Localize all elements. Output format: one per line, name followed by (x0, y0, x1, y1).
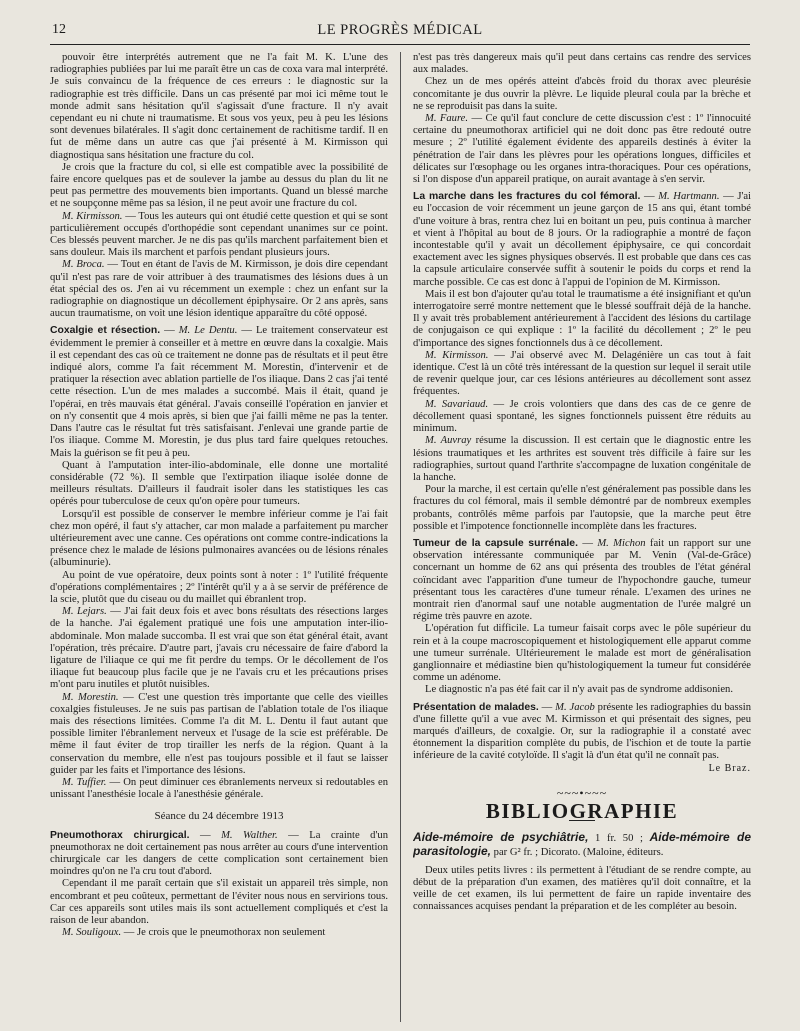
paragraph-text: — On peut diminuer ces ébranlements nerveux si redoutables en unissant l'anesthésie locale à l'anesthésie générale. (50, 776, 388, 801)
page-header (50, 22, 750, 40)
paragraph-text: présente les radiographies du bassin d'une fillette qu'il a vue avec M. Kirmisson et qui présentait des signes, peu marqués d'ailleurs, de coxalgie. Or, sur la radiographie il a constaté avec étonnement la disparition complète du pubis, de l'ischion et de toute la partie inférieure de la cavité cotyloïde. Il s'agit là d'un état qu'il ne connaît pas. (413, 701, 751, 762)
session-heading: Séance du 24 décembre 1913 (154, 810, 284, 823)
paragraph-text: — La crainte d'un pneumothorax ne doit certainement pas nous arrêter au cours d'une intervention chirurgicale car les dangers de cette complication sont certainement bien moindres qu'on ne l'a cru tout d'abord. (50, 829, 388, 878)
speaker-name: M. Auvray (425, 435, 472, 447)
paragraph-text: Lorsqu'il est possible de conserver le membre inférieur comme je l'ai fait chez mon opéré, il faut s'y attacher, car mon malade a parfaitement pu marcher ultérieurement avec une canne. Ces opérations ont comme contre-indications la présence chez le malade de lésions pulmonaires avancées ou de lésions rénales (albuminurie). (50, 508, 388, 569)
paragraph-text: — J'ai eu l'occasion de voir récemment un jeune garçon de 15 ans qui, étant tombé d'une voiture à bras, rentra chez lui en boitant un peu, puis continua à marcher et vient à l'hôpital au bout de 8 jours. Or la radiographie a montré de façon incontestable qu'il y avait un décollement épiphysaire, ce qui concordait exactement avec les signes physiques observés. Il est probable que dans ces cas la capsule articulaire conservée suffit à soutenir le poids du corps et rend la marche possible. Ce cas est donc à l'appui de l'opinion de M. Kirmisson. (413, 191, 751, 288)
paragraph (413, 350, 751, 399)
speaker-name: M. Faure. (425, 113, 469, 125)
journal-title: LE PROGRÈS MÉDICAL (317, 22, 483, 38)
speaker-name: M. Morestin. (62, 691, 119, 703)
speaker-name: M. Walther. (221, 829, 278, 841)
paragraph-text: — Je crois volontiers que dans des cas de ce genre de décollement quasi spontané, les signes fonctionnels puissent être réduits au minimum. (413, 398, 751, 435)
paragraph-text: fait un rapport sur une observation intéressante communiquée par M. Venin (Val-de-Grâce) concernant un homme de 62 ans qui présenta des troubles de l'état général coïncidant avec l'apparition d'une tumeur de l'hypochondre gauche, tumeur présentant tous les caractères d'une tumeur rénale. L'examen des urines ne montrait rien d'anormal sauf une notable augmentation de l'urée malgré un régime très pauvre en azote. (413, 537, 751, 623)
paragraph (50, 606, 388, 691)
paragraph-text: Mais il est bon d'ajouter qu'au total le traumatisme a été insignifiant et qu'un interrogatoire serré montre nettement que le blessé souffrait déjà de la hanche. Il y avait très probablement antérieurement à l'accident des lésions du cartilage de conjugaison ce qui explique : 1º la facilité du décollement ; 2º le peu d'importance des signes fonctionnels dus à ce décollement. (413, 288, 751, 349)
author-signature: Le Braz. (708, 762, 751, 774)
section-title: Coxalgie et résection. (50, 325, 161, 337)
speaker-name: M. Michon (597, 537, 646, 549)
paragraph-text: L'opération fut difficile. La tumeur faisait corps avec le pôle supérieur du rein et à la coupe macroscopiquement et histologiquement elle apparut comme une tumeur surrénale. Ultérieurement le malade est mort de généralisation ganglionnaire et médiastine bien qu'histologiquement la tumeur fut considérée comme un adénome. (413, 623, 751, 684)
paragraph-text: Je crois que la fracture du col, si elle est compatible avec la possibilité de faire encore quelques pas et de soulever la jambe au dessus du plan du lit ne peut pas permettre des mouvements bien importants. Quand un blessé marche et ne soupçonne même pas sa lésion, il ne peut avoir une fracture du col. (50, 161, 388, 210)
bibliography-heading: BIBLIOGRAPHIE (485, 798, 679, 823)
header-rule (50, 44, 750, 45)
paragraph: Présentation de malades. — M. Jacob présente les radiographies du bassin d'une fillette qu'il a vue avec M. Kirmisson et qui présentait des signes, peu marqués d'ailleurs, de coxalgie. Or, sur la radiographie il a constaté avec étonnement la disparition complète du pubis, de l'ischion et de toute la partie inférieure de la cavité cotyloïde. Il s'agit là d'un état qu'il ne connaît pas. (413, 701, 751, 762)
paragraph (50, 162, 388, 211)
speaker-name: M. Le Dentu. (178, 325, 238, 337)
paragraph (413, 76, 751, 113)
speaker-name: M. Kirmisson. (425, 349, 489, 361)
paragraph-text: Le diagnostic n'a pas été fait car il n'y avait pas de syndrome addisonien. (425, 684, 733, 696)
section-title: Tumeur de la capsule surrénale. (413, 537, 578, 549)
paragraph (50, 777, 388, 801)
paragraph-text: — C'est une question très importante que celle des vieilles coxalgies fistuleuses. Je ne suis pas partisan de l'ablation totale de l'os iliaque mais des résections limitées. Comme l'a dit M. L. Dentu il faut autant que possible limiter l'ébranlement nerveux et l'usage de la scie est préférable. De même il faut éviter de trop tirailler les nerfs de la région. Quant à la conservation du membre, elle n'est pas toujours possible et il faut se laisser guider par les faits et l'importance des lésions. (50, 691, 388, 776)
paragraph (413, 484, 751, 533)
paragraph (413, 623, 751, 684)
paragraph-text: Quant à l'amputation inter-ilio-abdominale, elle donne une mortalité considérable (72 %). Il semble que l'extirpation iliaque isolée donne de meilleurs résultats. D'ailleurs il faudrait isoler dans les statistiques les cas opérés pour tuberculose de ceux qu'on opère pour tumeurs. (50, 459, 388, 508)
paragraph-text: — Le traitement conservateur est évidemment le premier à conseiller et à mettre en œuvre dans la coxalgie. Mais il est cependant des cas où ce traitement ne donne pas de résultats et il peut être indiqué alors, comme l'a fait récemment M. Morestin, d'intervenir et de pratiquer la résection avec ablation partielle de l'os iliaque. Dans 2 cas j'ai tenté cette résection. L'un de mes malades a succombé. Mais il était, quand je l'opérai, en très mauvais état général. J'avais conseillé l'opération en janvier et on n'y consentit que 4 mois après, si bien que j'ai failli même ne pas la tenter. Dans l'autre cas le résultat fut très satisfaisant. J'enlevai une grande partie de l'os iliaque. Comme M. Morestin, je dus plus tard faire quelques retouches. Mais la guérison se fit peu à peu. (50, 325, 388, 459)
paragraph-text: pouvoir être interprétés autrement que ne l'a fait M. K. L'une des radiographies publiées par lui me paraît être un cas de coxa vara mal interprété. Je suis convaincu de la fréquence de ces erreurs : le diagnostic sur la radiographie est très difficile. Dans un cas présenté par moi ici même tout le monde admit sans hésitation qu'il s'agissait d'une fracture. Il n'y avait cependant eu ni chute ni traumatisme. Et sous vos yeux, peu à peu les lésions sont devenues bilatérales. Il s'agit donc certainement de rachitisme tardif. Il en fut de même dans un autre cas que j'ai présenté à M. Kirmisson qui diagnostiqua sans hésitation une fracture du col. (50, 52, 388, 161)
paragraph (413, 52, 751, 76)
speaker-name: M. Savariaud. (425, 398, 489, 410)
paragraph-text: résume la discussion. Il est certain que le diagnostic entre les lésions traumatiques et les arthrites est souvent très difficile à faire sur les radiographies, surtout quand l'arthrite s'accompagne de luxation congénitale de la hanche. (413, 435, 751, 483)
page-number: 12 (52, 22, 66, 37)
paragraph: La marche dans les fractures du col fémoral. — M. Hartmann. — J'ai eu l'occasion de voir récemment un jeune garçon de 15 ans qui, étant tombé d'une voiture à bras, rentra chez lui en boitant un peu, puis continua à marcher et vient à l'hôpital au bout de 8 jours. Or la radiographie a montré de façon incontestable qu'il y avait un décollement épiphysaire, ce qui concordait exactement avec les signes physiques observés. Il est probable que dans ces cas la capsule articulaire conservée suffit à soutenir le poids du corps et rend la marche possible. Ce cas est donc à l'appui de l'opinion de M. Kirmisson. (413, 191, 751, 288)
bibliography-entry-publisher: par G² fr. ; Dicorato. (Maloine, éditeurs. (491, 847, 664, 859)
ornament-divider: ~~~•~~~ (556, 785, 608, 800)
paragraph (50, 570, 388, 607)
paragraph-text: n'est pas très dangereux mais qu'il peut dans certains cas rendre des services aux malades. (413, 52, 751, 76)
paragraph: Pneumothorax chirurgical. — M. Walther. — La crainte d'un pneumothorax ne doit certainement pas nous arrêter au cours d'une intervention chirurgicale car les dangers de cette complication sont certainement bien moindres qu'on ne l'a cru tout d'abord. (50, 829, 388, 878)
paragraph (50, 509, 388, 570)
paragraph (413, 399, 751, 436)
right-column-paragraphs (413, 52, 751, 763)
speaker-name: M. Hartmann. (658, 191, 720, 203)
bibliography-text: Deux utiles petits livres : ils permettent à l'étudiant de se rendre compte, au début de la préparation d'un examen, des matières qu'il doit connaître, et la veille de cet examen, ils lui permettent de faire un rapide inventaire des connaissances acquises pendant la préparation et de les compléter au besoin. (413, 864, 751, 913)
speaker-name: M. Lejars. (62, 606, 107, 618)
bibliography-entry-title-2: Aide-mémoire de parasitologie, (413, 830, 751, 859)
paragraph (50, 52, 388, 162)
section-title: La marche dans les fractures du col fémoral. (413, 191, 641, 203)
paragraph-text: — Je crois que le pneumothorax non seulement (121, 927, 326, 939)
speaker-name: M. Kirmisson. (62, 210, 123, 222)
paragraph-text: — Tout en étant de l'avis de M. Kirmisson, je dois dire cependant qu'il n'est pas rare de voir attribuer à des traumatismes des lésions dues à un état spécial des os. J'en ai vu récemment un exemple : chez un enfant sur la radiographie on diagnostique un décollement épiphysaire. Or 2 ans après, sans aucun traumatisme, on voit une lésion identique apparaître du côté opposé. (50, 259, 388, 320)
paragraph (50, 460, 388, 509)
paragraph-text: — Tous les auteurs qui ont étudié cette question et qui se sont particulièrement occupés d'orthopédie sont cependant unanimes sur ce point. Ces blessés peuvent marcher. Je ne dis pas qu'ils marchent parfaitement bien et sans douleur. Mais ils marchent et parfois pendant plusieurs jours. (50, 210, 388, 259)
paragraph-text: — J'ai observé avec M. Delagénière un cas tout à fait identique. C'est là un côté très intéressant de la question sur lequel il serait utile de revenir quelque jour, car ces lésions antérieures au décollement sont assez fréquentes. (413, 349, 751, 398)
paragraph-text: — J'ai fait deux fois et avec bons résultats des résections larges de la hanche. J'ai également pratiqué une fois une amputation inter-ilio-abdominale. Mon malade succomba. Il est vrai que son état général était, avant l'opération, très précaire. D'autre part, j'avais cru nécessaire de faire d'abord la ligature de l'iliaque ce qui me fit perdre du temps. Or le décollement de l'os iliaque fut beaucoup plus facile que je ne l'avais cru et les précautions prises m'ont paru inutiles et plutôt nuisibles. (50, 606, 388, 691)
paragraph: Coxalgie et résection. — M. Le Dentu. — Le traitement conservateur est évidemment le premier à conseiller et à mettre en œuvre dans la coxalgie. Mais il est cependant des cas où ce traitement ne donne pas de résultats et il peut être indiqué alors, comme l'a fait récemment M. Morestin, d'intervenir et de pratiquer la résection avec ablation partielle de l'os iliaque. Dans 2 cas j'ai tenté cette résection. L'un de mes malades a succombé. Mais il était, quand je l'opérai, en très mauvais état général. J'avais conseillé l'opération en janvier et on n'y consentit que 4 mois après, si bien que j'ai failli même ne pas la tenter. Dans l'autre cas le résultat fut très satisfaisant. J'enlevai une grande partie de l'os iliaque. Comme M. Morestin, je dus plus tard faire quelques retouches. Mais la guérison se fit peu à peu. (50, 325, 388, 459)
speaker-name: M. Souligoux. (62, 927, 122, 939)
column-divider (400, 52, 401, 1022)
left-column (50, 52, 388, 1024)
paragraph-text: Cependant il me paraît certain que s'il existait un appareil très simple, non encombrant et peu coûteux, permettant de l'éviter nous nous en servirions tous. Car ces appareils sont utiles mais ils sont actuellement compliqués et c'est la raison de leur abandon. (50, 878, 388, 927)
paragraph (413, 684, 751, 696)
speaker-name: M. Broca. (62, 259, 105, 271)
paragraph (413, 289, 751, 350)
paragraph (50, 878, 388, 927)
speaker-name: M. Tuffier. (62, 776, 107, 788)
bibliography-entry (413, 831, 751, 859)
paragraph (50, 259, 388, 320)
paragraph (413, 435, 751, 484)
paragraph-text: — Ce qu'il faut conclure de cette discussion c'est : 1º l'innocuité certaine du pneumothorax artificiel qui ne doit donc pas être redouté outre mesure ; 2º l'utilité également évidente des appareils destinés à éviter la pénétration de l'air dans les plèvres pour les opérations longues, difficiles et délicates sur l'œsophage ou les organes intra-thoraciques. Pour ces opérations, si l'on dispose d'un appareil pratique, on aurait avantage à s'en servir. (413, 113, 751, 186)
paragraph: Tumeur de la capsule surrénale. — M. Michon fait un rapport sur une observation intéressante communiquée par M. Venin (Val-de-Grâce) concernant un homme de 62 ans qui présenta des troubles de l'état général coïncidant avec l'apparition d'une tumeur de l'hypochondre gauche, tumeur présentant tous les caractères d'une tumeur rénale. L'examen des urines ne montrait rien d'anormal sauf une notable augmentation de l'urée malgré un régime très pauvre en azote. (413, 537, 751, 623)
bibliography-entry-title: Aide-mémoire de psychiâtrie, (413, 830, 589, 845)
bibliography-entry-price: 1 fr. 50 ; (588, 833, 650, 845)
paragraph-text: Pour la marche, il est certain qu'elle n'est généralement pas possible dans les fractures du col fémoral, mais il semble démontré par de nombreux exemples probants, contrôlés même parfois par l'autopsie, que la marche peut être possible et l'impotence fonctionnelle incomplète dans les fractures. (413, 484, 751, 532)
section-title: Présentation de malades. (413, 701, 539, 713)
paragraph (50, 692, 388, 777)
right-column (413, 52, 751, 1024)
paragraph (50, 211, 388, 260)
paragraph-text: Chez un de mes opérés atteint d'abcès froid du thorax avec pleurésie concomitante je dus ouvrir la plèvre. Le liquide pleural coula par la brèche et ne se reproduisit pas dans la suite. (413, 76, 751, 112)
paragraph-text: Au point de vue opératoire, deux points sont à noter : 1º l'utilité fréquente d'opérations complémentaires ; 2º l'intérêt qu'il y a à se servir de préférence de la scie, plutôt que du ciseau ou du maillet qui ébranlent trop. (50, 569, 388, 605)
paragraph (413, 113, 751, 186)
paragraph (50, 927, 388, 939)
speaker-name: M. Jacob (555, 701, 595, 713)
section-title: Pneumothorax chirurgical. (50, 829, 190, 841)
